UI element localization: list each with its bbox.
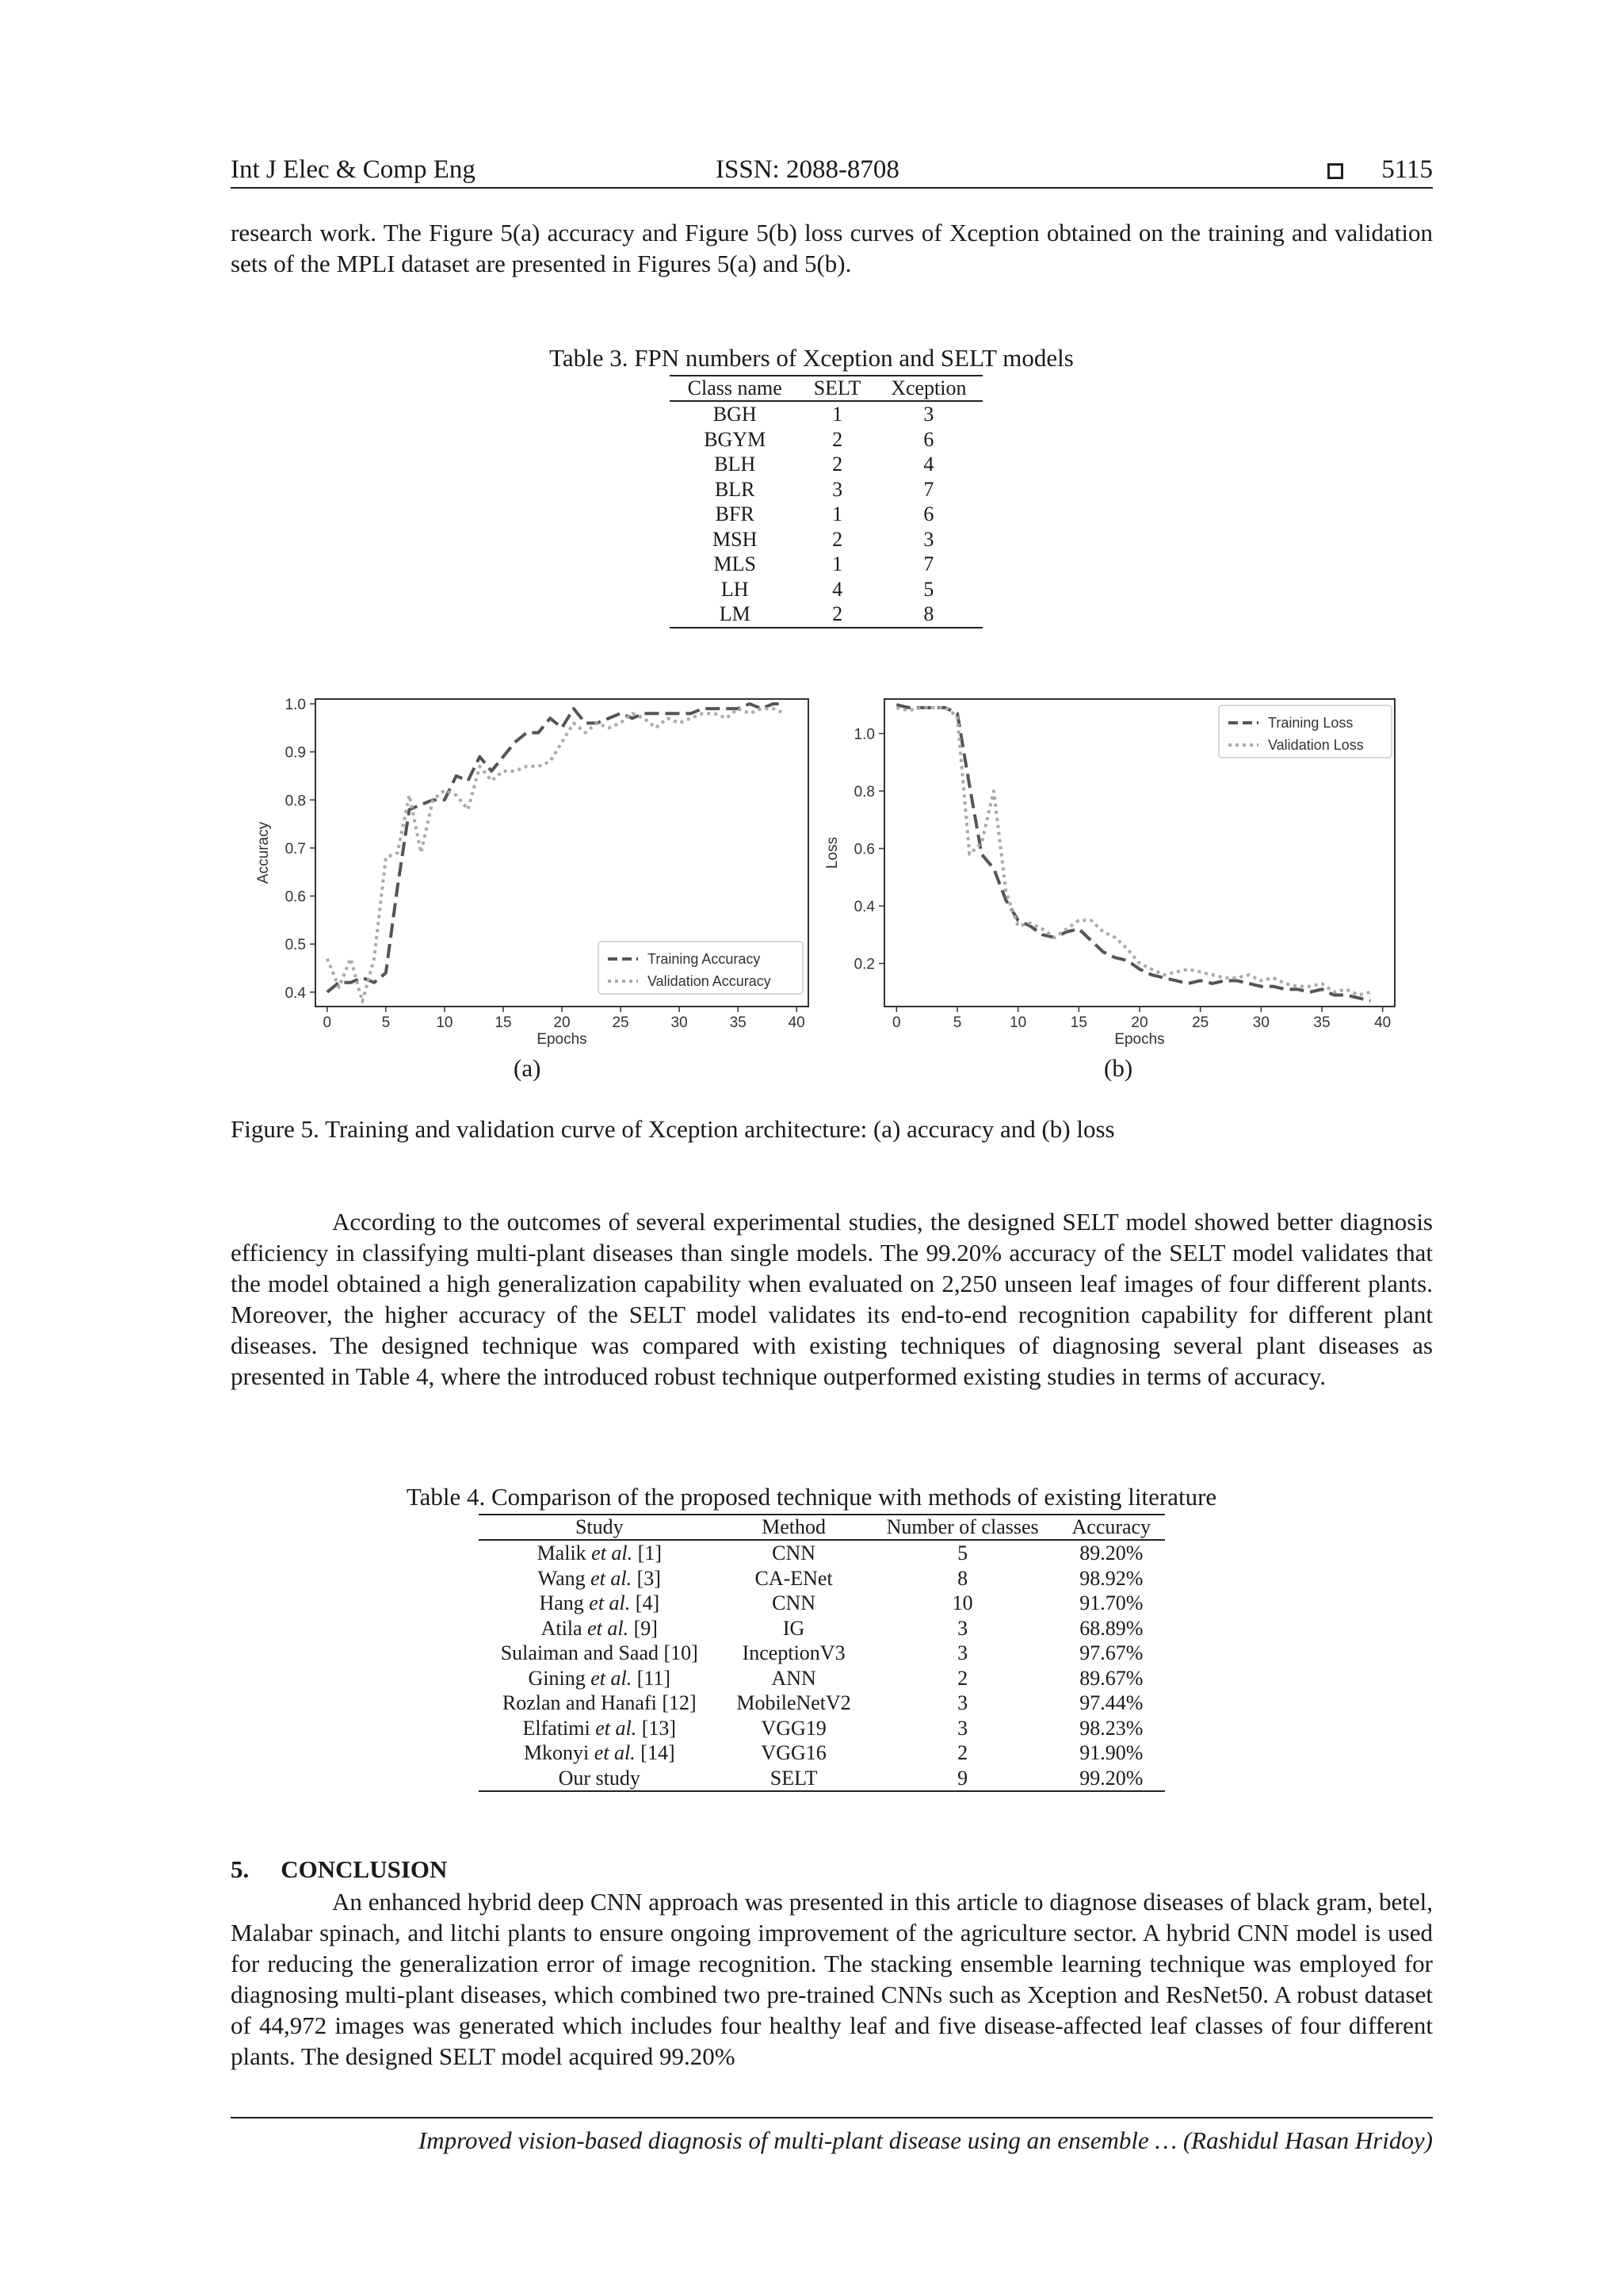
- study-ref: [3]: [636, 1566, 661, 1590]
- table4-method-cell: MobileNetV2: [736, 1691, 851, 1714]
- table4-study-cell: [479, 1666, 720, 1691]
- study-author: Rozlan and Hanafi: [502, 1691, 657, 1714]
- table3-cell: BGYM: [704, 427, 766, 451]
- y-tick-label: 0.7: [285, 840, 306, 858]
- study-ref: [12]: [662, 1691, 697, 1714]
- y-tick-label: 0.8: [285, 793, 306, 810]
- table4-header-cell: Method: [720, 1515, 868, 1540]
- x-tick-label: 5: [953, 1014, 962, 1031]
- table3-row: [670, 577, 983, 602]
- study-author: Wang: [537, 1566, 586, 1590]
- box-icon: [1327, 163, 1343, 179]
- study-author: Malik: [537, 1541, 586, 1564]
- table4-row: [479, 1690, 1165, 1716]
- x-tick-label: 40: [1374, 1014, 1392, 1031]
- paragraph-conclusion: An enhanced hybrid deep CNN approach was presented in this article to diagnose diseases of black gram, betel, Malabar spinach, and litchi plants to ensure ongoing improvement of the agriculture sector. A hybrid CNN model is used for reducing the generalization error of image recognition. The stacking ensemble learning technique was employed for diagnosing multi-plant diseases, which combined two pre-trained CNNs such as Xception and ResNet50. A robust dataset of 44,972 images was generated which includes four healthy leaf and five disease-affected leaf classes of four different plants. The designed SELT model acquired 99.20%: [231, 1888, 1433, 2070]
- table4-accuracy-cell: 68.89%: [1079, 1616, 1144, 1640]
- section-number: 5.: [231, 1855, 250, 1883]
- table4-study-cell: [479, 1740, 720, 1766]
- table3-row: [670, 602, 983, 628]
- study-etal: et al.: [590, 1666, 632, 1690]
- study-ref: [4]: [635, 1591, 660, 1614]
- subfigure-b-label: (b): [1104, 1054, 1133, 1082]
- table3-header-cell: Xception: [875, 376, 983, 401]
- study-author: Gining: [528, 1666, 586, 1690]
- loss-chart: [824, 690, 1411, 1054]
- x-tick-label: 30: [1252, 1014, 1270, 1031]
- table3-cell: LH: [720, 577, 749, 601]
- y-axis-label: Loss: [824, 836, 841, 869]
- table4-row: [479, 1716, 1165, 1741]
- x-tick-label: 15: [1070, 1014, 1087, 1031]
- footer-citation: Improved vision-based diagnosis of multi-plant disease using an ensemble … (Rashidul Hasan Hridoy): [418, 2126, 1433, 2154]
- table3-header-cell: Class name: [670, 376, 800, 401]
- figure5-caption: Figure 5. Training and validation curve of Xception architecture: (a) accuracy and (b) loss: [231, 1115, 1115, 1143]
- study-author: Atila: [540, 1616, 582, 1640]
- table3-caption: Table 3. FPN numbers of Xception and SELT models: [549, 344, 1074, 372]
- table4-classes-cell: 3: [957, 1641, 968, 1664]
- table4-row: [479, 1566, 1165, 1591]
- table4-method-cell: CNN: [772, 1591, 816, 1614]
- table3-cell: 2: [832, 527, 843, 551]
- table4-classes-cell: 2: [957, 1741, 968, 1764]
- study-author: Our study: [558, 1766, 640, 1790]
- table4-classes-cell: 9: [868, 1766, 1058, 1792]
- x-tick-label: 0: [323, 1014, 332, 1031]
- table3-cell: 4: [923, 453, 934, 476]
- table4-method-cell: ANN: [771, 1666, 816, 1690]
- table4-row: [479, 1740, 1165, 1766]
- x-tick-label: 20: [1131, 1014, 1148, 1031]
- table3-cell: 2: [800, 602, 874, 628]
- table4-caption: Table 4. Comparison of the proposed technique with methods of existing literature: [406, 1483, 1217, 1511]
- y-tick-label: 1.0: [854, 726, 875, 743]
- x-tick-label: 5: [381, 1014, 391, 1031]
- table4-classes-cell: 3: [957, 1616, 968, 1640]
- x-tick-label: 10: [1010, 1014, 1027, 1031]
- table3-row: [670, 552, 983, 577]
- table4-classes-cell: 10: [952, 1591, 973, 1614]
- legend-label: Training Accuracy: [647, 951, 761, 967]
- page-number-block: [1327, 155, 1433, 185]
- table3-cell: BGH: [712, 403, 757, 426]
- table4-accuracy-cell: 97.67%: [1079, 1641, 1144, 1664]
- x-tick-label: 25: [612, 1014, 629, 1031]
- y-axis-label: Accuracy: [255, 821, 272, 884]
- table3-cell: MLS: [713, 552, 756, 575]
- table4-accuracy-cell: 98.23%: [1079, 1716, 1144, 1740]
- study-ref: [11]: [636, 1666, 671, 1690]
- x-tick-label: 15: [495, 1014, 512, 1031]
- table3-cell: 4: [832, 577, 843, 601]
- y-tick-label: 0.9: [285, 744, 306, 762]
- page-number: 5115: [1381, 155, 1433, 184]
- study-author: Sulaiman and Saad: [500, 1641, 659, 1664]
- table4-header-cell: Study: [479, 1515, 720, 1540]
- x-tick-label: 20: [553, 1014, 571, 1031]
- table3-row: [670, 502, 983, 527]
- table4-accuracy-cell: 98.92%: [1079, 1566, 1144, 1590]
- study-author: Mkonyi: [523, 1741, 590, 1764]
- table3-row: [670, 401, 983, 427]
- legend-label: Training Loss: [1268, 715, 1354, 731]
- table4-classes-cell: 8: [957, 1566, 968, 1590]
- legend-label: Validation Loss: [1268, 737, 1364, 753]
- table3-row: [670, 427, 983, 453]
- paragraph-intro: research work. The Figure 5(a) accuracy and Figure 5(b) loss curves of Xception obtained on the training and validation sets of the MPLI dataset are presented in Figures 5(a) and 5(b).: [231, 219, 1433, 277]
- table4-study-cell: [479, 1566, 720, 1591]
- table3-header-cell: SELT: [800, 376, 874, 401]
- table4-accuracy-cell: 99.20%: [1058, 1766, 1165, 1792]
- study-author: Elfatimi: [522, 1716, 590, 1740]
- table4-accuracy-cell: 89.67%: [1079, 1666, 1144, 1690]
- accuracy-chart: [246, 690, 824, 1054]
- table4-row: [479, 1666, 1165, 1691]
- table3: [670, 375, 983, 628]
- table4-accuracy-cell: 89.20%: [1079, 1541, 1144, 1564]
- y-tick-label: 0.5: [285, 937, 306, 954]
- table3-cell: 3: [832, 477, 843, 501]
- table3-cell: 7: [923, 552, 934, 575]
- table4-method-cell: VGG16: [761, 1741, 827, 1764]
- header-rule: [231, 187, 1433, 189]
- table4-method-cell: IG: [782, 1616, 805, 1640]
- table3-cell: BLH: [714, 453, 756, 476]
- y-tick-label: 0.4: [854, 899, 875, 916]
- x-tick-label: 0: [892, 1014, 901, 1031]
- x-tick-label: 30: [670, 1014, 688, 1031]
- study-etal: et al.: [587, 1616, 629, 1640]
- table3-cell: 3: [923, 527, 934, 551]
- issn: ISSN: 2088-8708: [716, 155, 899, 184]
- study-ref: [10]: [663, 1641, 698, 1664]
- section-title: CONCLUSION: [281, 1855, 448, 1883]
- table4-accuracy-cell: 91.70%: [1079, 1591, 1144, 1614]
- paragraph-results: According to the outcomes of several experimental studies, the designed SELT model showed better diagnosis efficiency in classifying multi-plant diseases than single models. The 99.20% accuracy of the SELT model validates that the model obtained a high generalization capability when evaluated on 2,250 unseen leaf images of four different plants. Moreover, the higher accuracy of the SELT model validates its end-to-end recognition capability for different plant diseases. The designed technique was compared with existing techniques of diagnosing several plant diseases as presented in Table 4, where the introduced robust technique outperformed existing studies in terms of accuracy.: [231, 1208, 1433, 1390]
- x-tick-label: 35: [1313, 1014, 1331, 1031]
- table4-method-cell: CA-ENet: [754, 1566, 833, 1590]
- table4: [479, 1514, 1165, 1792]
- legend-label: Validation Accuracy: [647, 973, 771, 989]
- table3-row: [670, 477, 983, 502]
- table3-row: [670, 452, 983, 477]
- footer-rule: [231, 2117, 1433, 2118]
- table3-cell: 1: [832, 502, 843, 525]
- table4-study-cell: [479, 1690, 720, 1716]
- table3-cell: 5: [923, 577, 934, 601]
- section-heading: [231, 1855, 447, 1884]
- table3-cell: LM: [670, 602, 800, 628]
- study-ref: [14]: [640, 1741, 675, 1764]
- study-ref: [1]: [637, 1541, 662, 1564]
- table4-row: [479, 1591, 1165, 1616]
- table4-method-cell: CNN: [772, 1541, 816, 1564]
- x-tick-label: 40: [788, 1014, 805, 1031]
- table4-classes-cell: 3: [957, 1716, 968, 1740]
- table3-cell: 1: [832, 403, 843, 426]
- study-etal: et al.: [591, 1541, 633, 1564]
- table4-study-cell: [479, 1616, 720, 1641]
- y-tick-label: 0.6: [285, 888, 306, 906]
- table3-cell: BFR: [715, 502, 754, 525]
- table4-study-cell: [479, 1766, 720, 1792]
- table3-cell: 6: [923, 427, 934, 451]
- table4-classes-cell: 5: [957, 1541, 968, 1564]
- table4-row: [479, 1616, 1165, 1641]
- table4-header-cell: Accuracy: [1058, 1515, 1165, 1540]
- x-tick-label: 35: [729, 1014, 747, 1031]
- y-tick-label: 0.6: [854, 841, 875, 858]
- subfigure-a-label: (a): [514, 1054, 541, 1082]
- table4-study-cell: [479, 1591, 720, 1616]
- table4-method-cell: VGG19: [761, 1716, 827, 1740]
- table4-row: [479, 1766, 1165, 1792]
- study-etal: et al.: [594, 1741, 636, 1764]
- study-ref: [13]: [641, 1716, 677, 1740]
- x-tick-label: 10: [436, 1014, 453, 1031]
- table4-accuracy-cell: 97.44%: [1079, 1691, 1144, 1714]
- x-axis-label: Epochs: [1114, 1031, 1165, 1048]
- table3-cell: 2: [832, 427, 843, 451]
- x-tick-label: 25: [1192, 1014, 1209, 1031]
- y-tick-label: 0.2: [854, 956, 875, 973]
- table4-method-cell: SELT: [720, 1766, 868, 1792]
- table3-cell: 6: [923, 502, 934, 525]
- study-etal: et al.: [595, 1716, 637, 1740]
- x-axis-label: Epochs: [537, 1031, 587, 1048]
- table4-classes-cell: 3: [957, 1691, 968, 1714]
- study-etal: et al.: [589, 1591, 631, 1614]
- table4-classes-cell: 2: [957, 1666, 968, 1690]
- table4-row: [479, 1641, 1165, 1666]
- table4-study-cell: [479, 1716, 720, 1741]
- table3-cell: 8: [875, 602, 983, 628]
- table3-row: [670, 527, 983, 552]
- table3-cell: MSH: [712, 527, 758, 551]
- table4-method-cell: InceptionV3: [742, 1641, 846, 1664]
- table3-cell: 2: [832, 453, 843, 476]
- table4-study-cell: [479, 1641, 720, 1666]
- journal-name: Int J Elec & Comp Eng: [231, 155, 475, 184]
- y-tick-label: 0.8: [854, 784, 875, 801]
- study-ref: [9]: [633, 1616, 658, 1640]
- table3-cell: 1: [832, 552, 843, 575]
- study-author: Hang: [539, 1591, 584, 1614]
- study-etal: et al.: [590, 1566, 632, 1590]
- table3-cell: 3: [923, 403, 934, 426]
- table4-row: [479, 1540, 1165, 1566]
- table4-accuracy-cell: 91.90%: [1079, 1741, 1144, 1764]
- table4-study-cell: [479, 1540, 720, 1566]
- table4-header-cell: Number of classes: [868, 1515, 1058, 1540]
- table3-cell: 7: [923, 477, 934, 501]
- table3-cell: BLR: [714, 477, 755, 501]
- y-tick-label: 0.4: [285, 984, 306, 1002]
- y-tick-label: 1.0: [285, 697, 306, 714]
